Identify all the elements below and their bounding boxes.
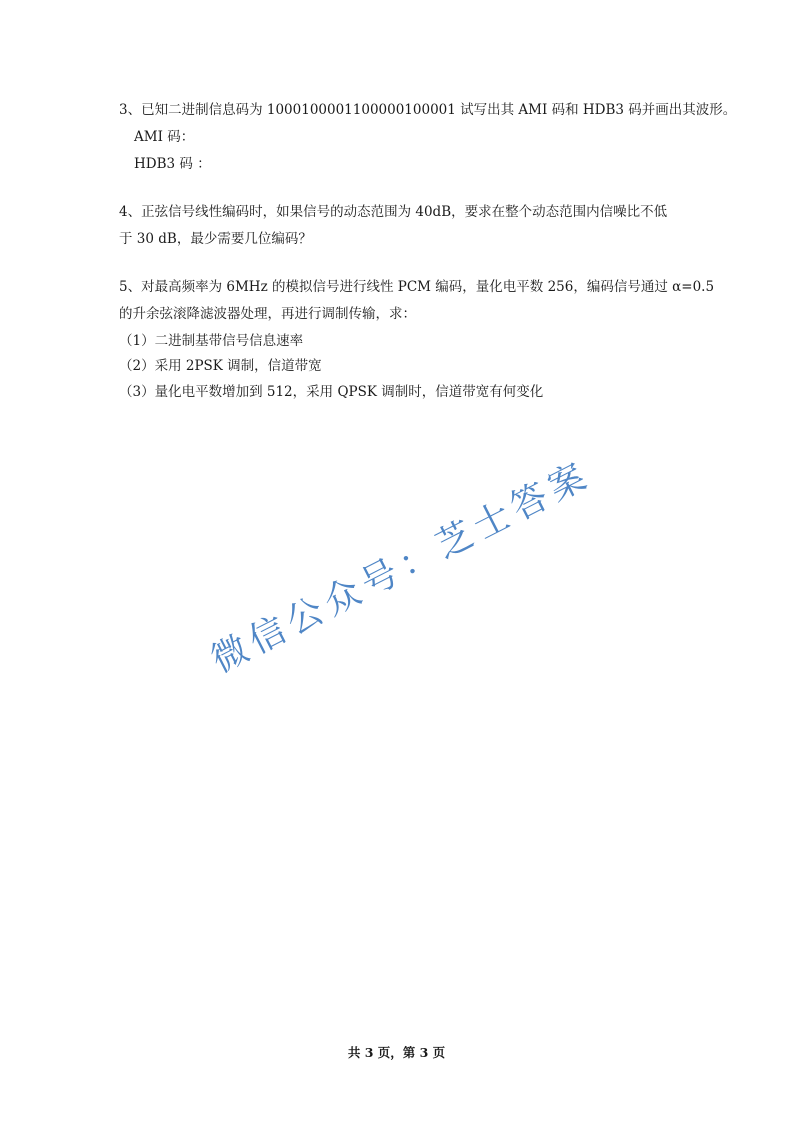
page-footer: 共 3 页，第 3 页 <box>347 1045 446 1060</box>
ami-label: AMI 码： <box>134 129 195 145</box>
question-4-text-line-2: 于 30 dB，最少需要几位编码？ <box>119 231 312 247</box>
question-5-sub-3: （3）量化电平数增加到 512，采用 QPSK 调制时，信道带宽有何变化 <box>119 384 544 400</box>
question-5-sub-2: （2）采用 2PSK 调制，信道带宽 <box>119 358 322 374</box>
hdb3-label: HDB3 码 ： <box>134 156 211 172</box>
question-5-text-line-1: 5、对最高频率为 6MHz 的模拟信号进行线性 PCM 编码，量化电平数 256，编码信号通过 α=0.5 <box>119 279 715 295</box>
question-5-sub-1: （1）二进制基带信号信息速率 <box>119 333 304 349</box>
question-3-text: 3、已知二进制信息码为 1000100001100000100001 试写出其 AMI 码和 HDB3 码并画出其波形。 <box>119 102 737 118</box>
question-5-text-line-2: 的升余弦滚降滤波器处理，再进行调制传输，求： <box>119 306 416 322</box>
watermark: 微信公众号：芝士答案 <box>204 454 598 682</box>
question-4-text-line-1: 4、正弦信号线性编码时，如果信号的动态范围为 40dB，要求在整个动态范围内信噪比不低 <box>119 204 668 220</box>
